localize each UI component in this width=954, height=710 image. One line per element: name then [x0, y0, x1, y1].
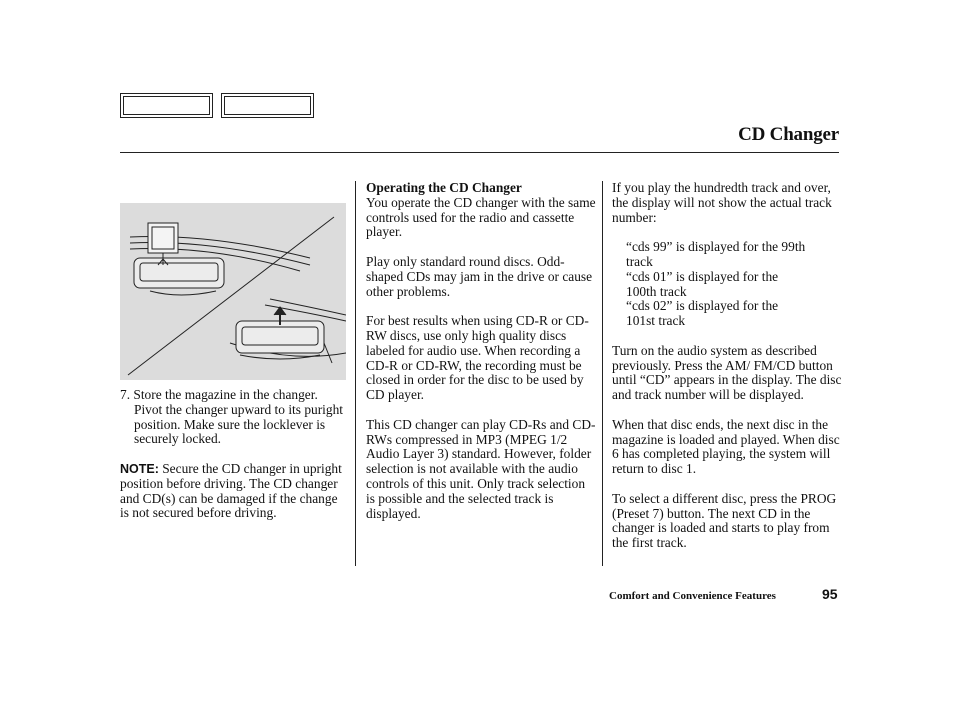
paragraph: This CD changer can play CD-Rs and CD-RWs compressed in MP3 (MPEG 1/2 Audio Layer 3) standard. However, folder selection is not available with the audio controls of this unit. Only track selection is possible and the selected track is displayed. — [366, 416, 596, 521]
paragraph: Play only standard round discs. Odd-shaped CDs may jam in the drive or cause other problems. — [366, 253, 593, 299]
note — [120, 462, 348, 521]
nav-tab-1[interactable] — [120, 93, 213, 118]
paragraph: For best results when using CD-R or CD-RW discs, use only high quality discs labeled for audio use. When recording a CD-R or CD-RW, the recording must be closed in order for the disc to be used by CD player. — [366, 313, 589, 403]
paragraph: To select a different disc, press the PROG (Preset 7) button. The next CD in the changer is loaded and starts to play from the first track. — [612, 490, 837, 551]
step-7: 7. Store the magazine in the changer. Pivot the changer upward to its puright position. Make sure the locklever is securely locked. — [120, 387, 344, 447]
list-item: “cds 02” is displayed for the 101st track — [626, 298, 779, 329]
column-divider-1 — [355, 181, 356, 566]
list-item: “cds 01” is displayed for the 100th track — [626, 268, 779, 299]
paragraph: Turn on the audio system as described previously. Press the AM/ FM/CD button until “CD” appears in the display. The disc and track number will be displayed. — [612, 342, 842, 403]
right-column — [612, 181, 842, 566]
nav-tab-2[interactable] — [221, 93, 314, 118]
paragraph: If you play the hundredth track and over, the display will not show the actual track number: — [612, 180, 832, 225]
paragraph: When that disc ends, the next disc in the magazine is loaded and played. When disc 6 has completed playing, the system will return to disc 1. — [612, 416, 840, 477]
list-item: “cds 99” is displayed for the 99th track — [626, 239, 806, 269]
cd-changer-drawing — [120, 203, 346, 380]
section-heading: Operating the CD Changer — [366, 180, 522, 195]
page-title: CD Changer — [738, 124, 839, 145]
note-label: NOTE: — [120, 461, 159, 476]
title-rule — [120, 152, 839, 153]
footer-section-label: Comfort and Convenience Features — [609, 590, 776, 602]
paragraph: You operate the CD changer with the same controls used for the radio and cassette player. — [366, 194, 596, 240]
note-text: Secure the CD changer in upright position before driving. The CD changer and CD(s) can be damaged if the change is not secured before driving. — [120, 460, 342, 521]
page-number: 95 — [822, 586, 838, 602]
left-column — [120, 388, 348, 536]
column-divider-2 — [602, 181, 603, 566]
cd-changer-illustration — [120, 203, 346, 380]
middle-column — [366, 181, 596, 536]
track-display-list — [612, 240, 806, 329]
